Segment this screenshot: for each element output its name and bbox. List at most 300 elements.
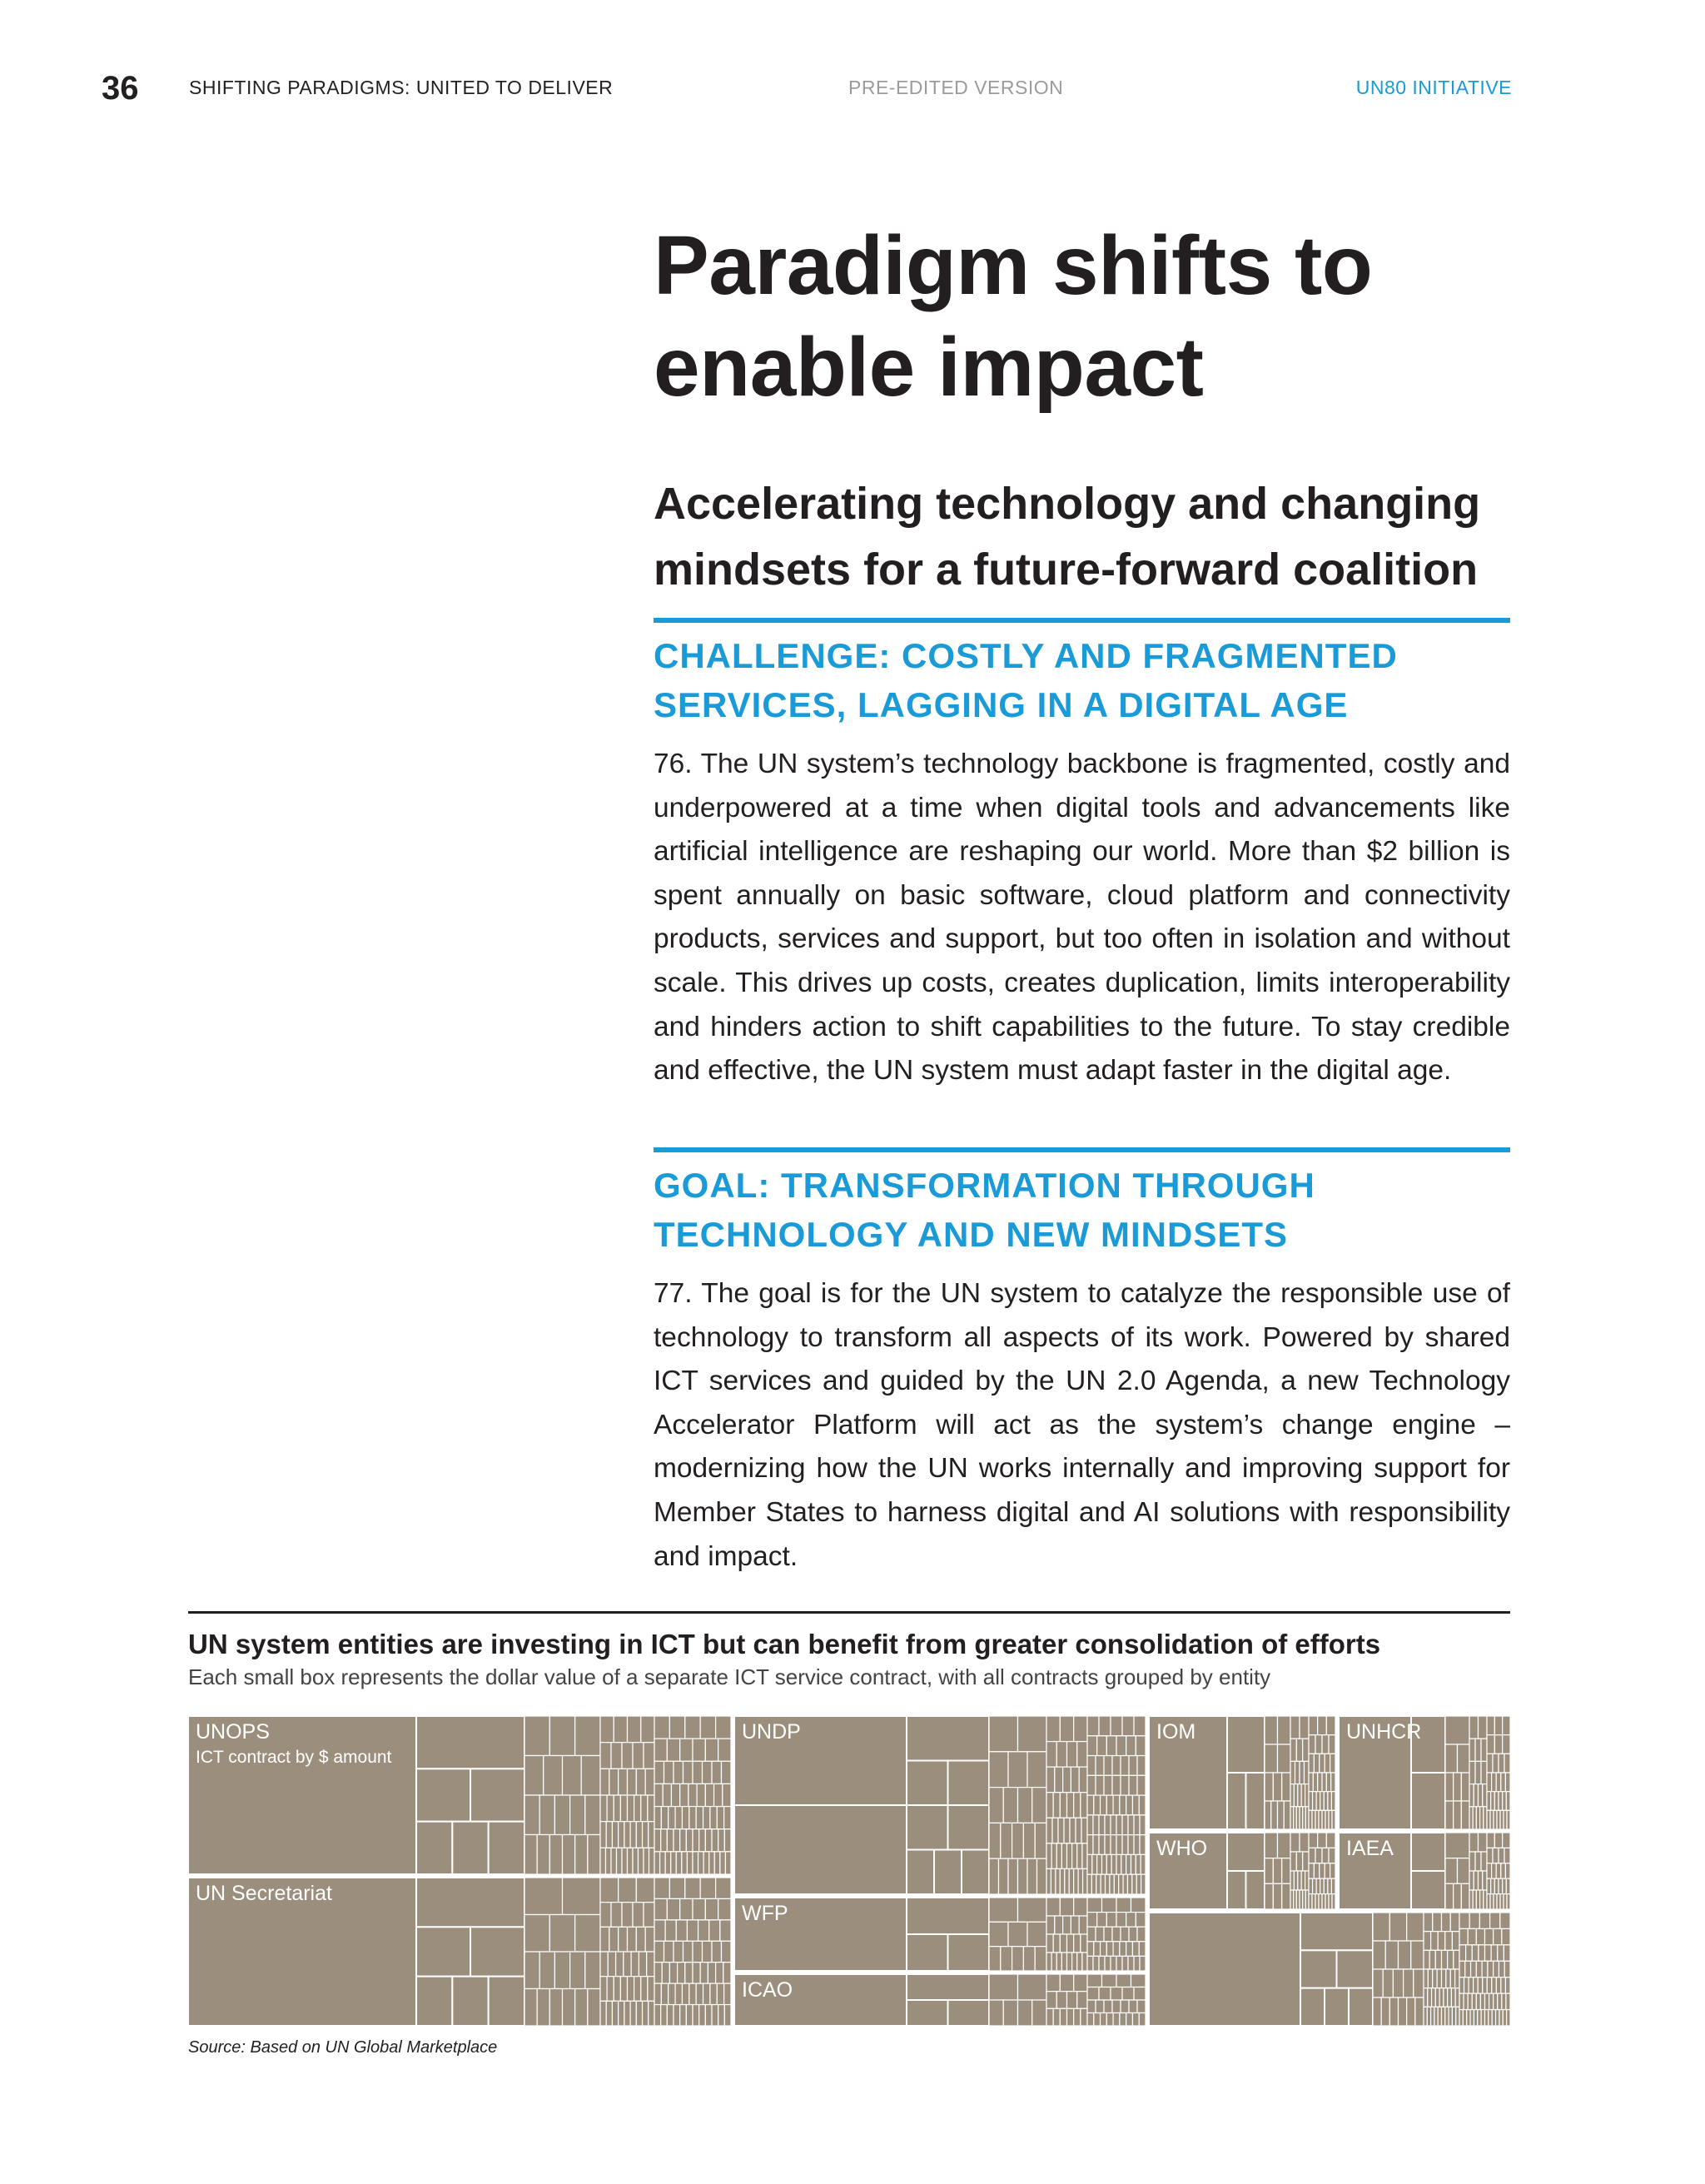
contract-box (1320, 1792, 1325, 1811)
contract-box (661, 1829, 668, 1852)
contract-box (1296, 1739, 1302, 1761)
contract-box (1300, 1833, 1309, 1852)
contract-box (669, 1807, 675, 1829)
contract-box (1122, 1956, 1128, 1971)
contract-box (628, 1977, 634, 2002)
contract-box (606, 1822, 612, 1848)
contract-box (611, 1743, 622, 1769)
contract-box (524, 1716, 549, 1756)
contract-box (1074, 1974, 1087, 1992)
contract-box (700, 1716, 715, 1739)
contract-box (1492, 1773, 1497, 1792)
contract-box (1008, 1922, 1027, 1946)
contract-box (1271, 1801, 1278, 1829)
contract-box (644, 1903, 654, 1928)
contract-box (1503, 1792, 1507, 1811)
contract-box (549, 1716, 574, 1756)
contract-box (1121, 1756, 1129, 1776)
contract-box (1227, 1871, 1246, 1909)
contract-box (1487, 1833, 1494, 1848)
contract-box (682, 1807, 688, 1829)
contract-box (723, 1784, 731, 1806)
contract-box (1101, 1795, 1107, 1815)
contract-box (1329, 1735, 1335, 1754)
contract-box (687, 1852, 693, 1874)
contract-box (1141, 1874, 1146, 1894)
contract-box (1101, 1874, 1105, 1894)
contract-box (1087, 1927, 1096, 1942)
contract-box (1101, 1942, 1107, 1957)
contract-box (1496, 1773, 1501, 1792)
contract-box (1116, 1835, 1122, 1855)
contract-box (641, 1716, 654, 1743)
contract-box (705, 1739, 718, 1761)
contract-box (1496, 2010, 1499, 2026)
contract-box (1431, 1932, 1439, 1951)
contract-box (1087, 1898, 1102, 1913)
contract-box (1111, 1815, 1116, 1835)
contract-box (1111, 1956, 1116, 1971)
entity-label: UN Secretariat (196, 1882, 332, 1905)
contract-box (1461, 1801, 1469, 1829)
contract-box (588, 1989, 600, 2027)
contract-box (600, 1822, 606, 1848)
contract-box (1097, 1736, 1107, 1756)
contract-box (1385, 1941, 1398, 1969)
contract-box (1309, 1735, 1315, 1754)
contract-box (1099, 1815, 1105, 1835)
contract-box (1503, 2010, 1506, 2026)
contract-box (600, 1795, 607, 1822)
contract-box (611, 1903, 622, 1928)
contract-box (619, 1769, 628, 1795)
contract-box (686, 1829, 693, 1852)
contract-box (1433, 1913, 1442, 1932)
contract-box (1126, 1854, 1131, 1874)
contract-box (649, 1822, 654, 1848)
contract-box (644, 1743, 654, 1769)
contract-box (724, 1829, 731, 1852)
contract-box (1491, 1878, 1495, 1893)
contract-box (1102, 1854, 1107, 1874)
contract-box (1012, 1823, 1024, 1858)
contract-box (703, 1852, 709, 1874)
contract-box (1432, 1988, 1436, 2007)
contract-box (1461, 1773, 1469, 1801)
contract-box (1438, 2007, 1441, 2026)
contract-box (624, 2001, 630, 2026)
contract-box (705, 1898, 718, 1919)
contract-box (1459, 2010, 1463, 2026)
contract-box (1487, 1848, 1493, 1863)
contract-box (1411, 1773, 1445, 1829)
contract-box (1067, 1843, 1072, 1869)
contract-box (1491, 1792, 1495, 1811)
contract-box (633, 1848, 639, 1874)
contract-box (1290, 1833, 1300, 1852)
contract-box (1136, 1874, 1141, 1894)
contract-box (1404, 1969, 1414, 1997)
contract-box (1116, 1854, 1121, 1874)
contract-box (1465, 1961, 1471, 1977)
contract-box (1131, 1854, 1136, 1874)
contract-box (654, 1852, 660, 1874)
contract-box (700, 1963, 708, 1983)
figure-source: Source: Based on UN Global Marketplace (188, 2038, 498, 2057)
entity-label: UNDP (742, 1720, 801, 1744)
contract-box (1081, 1934, 1087, 1953)
contract-box (570, 1795, 585, 1835)
contract-box (654, 1941, 664, 1962)
contract-box (1474, 1871, 1478, 1890)
contract-box (1104, 1927, 1112, 1942)
contract-box (1087, 1913, 1097, 1928)
entity-label: IAEA (1346, 1837, 1394, 1860)
contract-box (1055, 1767, 1063, 1793)
contract-box (1332, 1810, 1335, 1829)
challenge-heading (654, 631, 1511, 729)
contract-box (1056, 1742, 1066, 1768)
contract-box (1113, 1942, 1120, 1957)
contract-box (636, 1878, 654, 1903)
contract-box (1433, 1969, 1437, 1988)
contract-box (1313, 1792, 1317, 1811)
contract-box (1330, 1754, 1335, 1773)
contract-box (725, 1852, 731, 1874)
contract-box (675, 1983, 682, 2004)
contract-box (600, 1903, 611, 1928)
contract-box (570, 1952, 585, 1989)
contract-box (1137, 1775, 1146, 1795)
entity-label: WHO (1156, 1837, 1208, 1860)
contract-box (641, 1795, 648, 1822)
contract-box (416, 1927, 470, 1976)
contract-box (674, 1941, 683, 1962)
contract-box (720, 1852, 726, 1874)
contract-box (1487, 1773, 1492, 1792)
contract-box (907, 1716, 989, 1761)
contract-box (563, 1756, 582, 1796)
running-title-center: PRE-EDITED VERSION (848, 77, 1064, 98)
contract-box (1099, 1835, 1105, 1855)
contract-box (1294, 1871, 1297, 1890)
contract-box (470, 1927, 524, 1976)
contract-box (1479, 1871, 1483, 1890)
contract-box (1481, 1852, 1487, 1871)
contract-box (1487, 1735, 1494, 1754)
contract-box (1053, 1934, 1060, 1953)
contract-box (1018, 1716, 1047, 1752)
contract-box (1099, 1716, 1111, 1736)
contract-box (1500, 1913, 1510, 1928)
contract-box (1126, 1795, 1133, 1815)
figure-title: UN system entities are investing in ICT but can benefit from greater consolidation of efforts (188, 1629, 1381, 1659)
contract-box (1373, 1997, 1381, 2026)
contract-box (416, 1878, 524, 1927)
contract-box (1077, 1992, 1087, 2009)
contract-box (1315, 1735, 1322, 1754)
contract-box (709, 1852, 715, 1874)
contract-box (1046, 1868, 1051, 1894)
contract-box (1134, 1716, 1146, 1736)
contract-box (622, 1903, 633, 1928)
contract-box (907, 1898, 989, 1934)
contract-box (645, 1927, 654, 1952)
contract-box (1300, 1913, 1373, 1950)
contract-box (724, 2005, 731, 2026)
contract-box (1067, 1953, 1072, 1971)
contract-box (1018, 1788, 1032, 1823)
contract-box (1469, 1890, 1473, 1909)
page-header (0, 72, 1705, 105)
contract-box (1445, 1773, 1454, 1801)
contract-box (1074, 1868, 1078, 1894)
contract-box (685, 1716, 700, 1739)
contract-box (1305, 1784, 1309, 1807)
contract-box (1424, 1950, 1429, 1969)
contract-box (1077, 1953, 1082, 1971)
contract-box (1503, 1878, 1507, 1893)
contract-box (1506, 1993, 1510, 2009)
contract-box (724, 1983, 731, 2004)
contract-box (1309, 1878, 1313, 1893)
contract-box (539, 1952, 554, 1989)
page-number: 36 (102, 70, 139, 107)
contract-box (654, 1878, 669, 1898)
contract-box (575, 1835, 588, 1875)
contract-box (1106, 2013, 1113, 2027)
contract-box (680, 1829, 687, 1852)
entity-label: WFP (742, 1902, 788, 1925)
contract-box (1458, 1744, 1470, 1773)
contract-box (693, 1829, 699, 1852)
contract-box (962, 1850, 989, 1895)
contract-box (1424, 1988, 1428, 2007)
page-title-line-1: Paradigm shifts to (654, 219, 1373, 312)
contract-box (641, 1977, 648, 2002)
contract-box (1459, 1961, 1465, 1977)
contract-box (1290, 1716, 1300, 1739)
contract-box (1469, 1833, 1479, 1852)
contract-box (1093, 1956, 1099, 1971)
contract-box (667, 1739, 679, 1761)
contract-box (1102, 1974, 1117, 1987)
ict-contracts-treemap (188, 1716, 1510, 2026)
contract-box (524, 1952, 539, 1989)
contract-box (699, 2005, 706, 2026)
contract-box (1332, 1894, 1335, 1909)
contract-box (1469, 1716, 1479, 1739)
contract-box (1473, 1890, 1476, 1909)
contract-box (1273, 1773, 1281, 1801)
contract-box (1322, 1773, 1326, 1792)
contract-box (1473, 1807, 1476, 1829)
contract-box (1373, 1913, 1389, 1941)
contract-box (1309, 1754, 1314, 1773)
contract-box (1003, 1788, 1017, 1823)
contract-box (606, 1848, 612, 1874)
contract-box (1407, 1913, 1424, 1941)
contract-box (1309, 1773, 1313, 1792)
contract-box (669, 1963, 677, 1983)
contract-box (1474, 1978, 1479, 1993)
contract-box (649, 1848, 655, 1874)
goal-heading-line-1: GOAL: TRANSFORMATION THROUGH (654, 1166, 1315, 1205)
contract-box (1445, 1801, 1454, 1829)
contract-box (644, 1848, 649, 1874)
contract-box (619, 1927, 628, 1952)
contract-box (699, 1829, 706, 1852)
contract-box (1499, 1848, 1504, 1863)
contract-box (1301, 1871, 1305, 1890)
contract-box (1499, 1878, 1503, 1893)
contract-box (633, 1903, 644, 1928)
contract-box (1018, 1898, 1047, 1922)
contract-box (634, 1795, 641, 1822)
contract-box (617, 1848, 623, 1874)
contract-box (1414, 1969, 1424, 1997)
contract-box (1087, 1795, 1094, 1815)
contract-box (619, 1822, 624, 1848)
contract-box (1373, 1969, 1383, 1997)
contract-box (1119, 1874, 1123, 1894)
contract-box (1494, 1993, 1498, 2009)
contract-box (1452, 2007, 1455, 2026)
contract-box (989, 1947, 1001, 1971)
contract-box (1056, 1868, 1060, 1894)
contract-box (1507, 1810, 1510, 1829)
contract-box (660, 1852, 666, 1874)
contract-box (1496, 1978, 1501, 1993)
contract-box (1140, 1815, 1146, 1835)
contract-box (989, 1823, 1001, 1858)
contract-box (683, 1761, 693, 1784)
contract-box (718, 1739, 731, 1761)
contract-box (489, 1822, 524, 1874)
contract-box (712, 1941, 722, 1962)
contract-box (716, 1716, 731, 1739)
contract-box (1411, 1941, 1424, 1969)
contract-box (1459, 1978, 1464, 1993)
contract-box (1296, 1852, 1302, 1871)
contract-box (1444, 1988, 1448, 2007)
contract-box (554, 1952, 569, 1989)
figure-subtitle: Each small box represents the dollar value of a separate ICT service contract, with all contracts grouped by entity (188, 1664, 1271, 1689)
contract-box (1469, 1761, 1475, 1784)
contract-box (1106, 1795, 1113, 1815)
contract-box (1313, 1878, 1317, 1893)
contract-box (1129, 1756, 1137, 1776)
contract-box (549, 1989, 562, 2027)
goal-heading (654, 1161, 1511, 1259)
contract-box (1051, 1868, 1055, 1894)
contract-box (1411, 1871, 1445, 1909)
challenge-heading-line-1: CHALLENGE: COSTLY AND FRAGMENTED (654, 636, 1398, 675)
contract-box (989, 1752, 1008, 1788)
contract-box (1074, 1934, 1081, 1953)
contract-box (1112, 2000, 1121, 2013)
contract-box (989, 1922, 1008, 1946)
contract-box (1480, 1993, 1484, 2009)
contract-box (1442, 1913, 1451, 1932)
contract-box (1265, 1744, 1278, 1773)
contract-box (1383, 1969, 1393, 1997)
contract-box (563, 1835, 575, 1875)
contract-box (1121, 1775, 1129, 1795)
contract-box (1081, 1793, 1087, 1818)
contract-box (1502, 1928, 1510, 1944)
contract-box (1278, 1801, 1285, 1829)
contract-box (588, 1835, 600, 1875)
contract-box (1469, 1807, 1473, 1829)
page-title (654, 215, 1511, 418)
contract-box (1035, 1947, 1046, 1971)
contract-box (1318, 1716, 1327, 1735)
contract-box (1303, 1852, 1309, 1871)
contract-box (643, 2001, 649, 2026)
contract-box (1499, 1961, 1504, 1977)
contract-box (452, 1977, 488, 2026)
contract-box (1077, 1742, 1087, 1768)
goal-paragraph: 77. The goal is for the UN system to catalyze the responsible use of technology to transform all aspects of its work. Powered by shared ICT services and guided by the UN 2.0 Agenda, a new Technology Accelerator Platform will act as the system’s change engine – modernizing how the UN works internally and improving support for Member States to harness digital and AI solutions with responsibility and impact. (654, 1278, 1510, 1572)
contract-box (676, 1852, 682, 1874)
contract-box (1120, 1795, 1126, 1815)
contract-box (620, 1795, 627, 1822)
contract-box (661, 2005, 668, 2026)
contract-box (698, 1920, 709, 1941)
contract-box (667, 1898, 679, 1919)
contract-box (537, 1835, 549, 1875)
contract-box (1265, 1858, 1273, 1884)
contract-box (1060, 2008, 1066, 2026)
contract-box (1134, 1815, 1140, 1835)
contract-box (1493, 1754, 1499, 1773)
contract-box (1424, 2007, 1427, 2026)
contract-box (661, 1983, 668, 2004)
contract-box (674, 1829, 680, 1852)
contract-box (1445, 1744, 1458, 1773)
contract-box (663, 1784, 671, 1806)
contract-box (1139, 2013, 1146, 2027)
contract-box (1458, 1858, 1470, 1884)
contract-box (1067, 1992, 1077, 2009)
contract-box (619, 2001, 624, 2026)
contract-box (1329, 1848, 1335, 1863)
contract-box (606, 2001, 612, 2026)
contract-box (1487, 1863, 1492, 1878)
contract-box (654, 1739, 667, 1761)
contract-box (1051, 1953, 1056, 1971)
contract-box (470, 1769, 524, 1821)
contract-box (1451, 1988, 1455, 2007)
contract-box (1046, 1934, 1053, 1953)
contract-box (714, 1784, 723, 1806)
contract-box (1265, 1801, 1271, 1829)
contract-box (1060, 1934, 1066, 1953)
contract-box (718, 1898, 731, 1919)
contract-box (544, 1756, 563, 1796)
contract-box (643, 1822, 649, 1848)
contract-box (1309, 1863, 1314, 1878)
contract-box (1442, 1950, 1448, 1969)
contract-box (1126, 1913, 1136, 1928)
page-title-line-2: enable impact (654, 321, 1204, 414)
contract-box (1137, 1756, 1146, 1776)
contract-box (1134, 1987, 1146, 2001)
contract-box (1475, 1761, 1481, 1784)
contract-box (1087, 1775, 1096, 1795)
contract-box (1492, 1863, 1497, 1878)
